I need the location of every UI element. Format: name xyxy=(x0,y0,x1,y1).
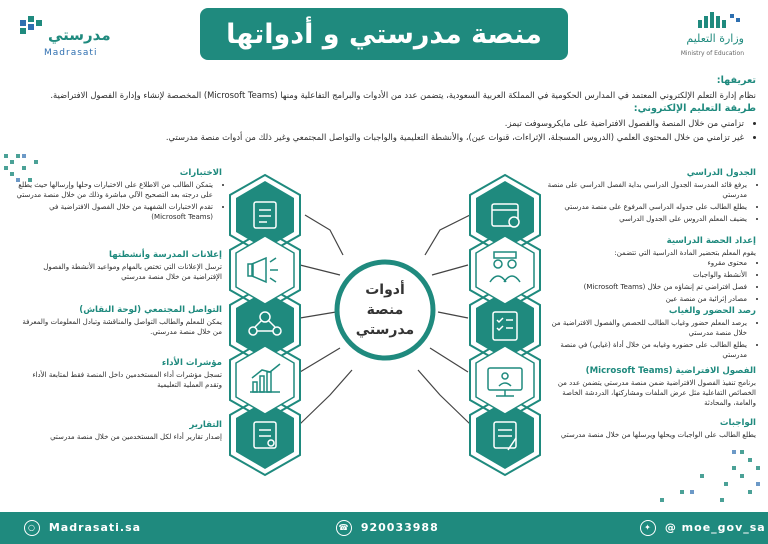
tool-item: • مصادر إثرائية من منصة عين xyxy=(546,294,747,304)
footer xyxy=(0,512,768,544)
definition-heading: تعريفها: xyxy=(716,75,756,86)
tool-title: رصد الحضور والغياب xyxy=(668,306,756,316)
tool-item: • يرفع قائد المدرسة الجدول الدراسي بداية الفصل الدراسي على منصة مدرستي xyxy=(546,180,747,200)
tool-title: الفصول الافتراضية (Microsoft Teams) xyxy=(585,366,756,376)
tool-item: • يتمكن الطالب من الاطلاع على الاختبارات وحلها وإرسالها حيث يطلع على درجته بعد التصحيح الآلي مباشرة وذلك من خلال منصة مدرستي xyxy=(16,180,213,200)
website-text: Madrasati.sa xyxy=(48,521,142,534)
footer-phone[interactable] xyxy=(336,520,439,536)
tool-text: تسجل مؤشرات أداء المستخدمين داخل المنصة فقط لمتابعة الأداء وتقدم العملية التعليمية xyxy=(32,371,222,389)
tool-title: الواجبات xyxy=(719,418,756,428)
tool-text: يقوم المعلم بتحضير المادة الدراسية التي تتضمن: xyxy=(614,249,756,257)
tool-block-exams xyxy=(16,168,222,224)
brand-name: مدرستي xyxy=(48,26,111,44)
tool-block-attendance xyxy=(546,306,756,362)
tool-title: إعلانات المدرسة وأنشطتها xyxy=(109,250,222,260)
tool-title: الجدول الدراسي xyxy=(686,168,756,178)
phone-text: 920033988 xyxy=(360,521,439,534)
tool-block-announcements xyxy=(16,250,222,282)
footer-website[interactable] xyxy=(24,520,141,536)
tool-block-kpis xyxy=(16,358,222,390)
ministry-name-en: Ministry of Education xyxy=(680,50,744,57)
tool-block-schedule xyxy=(546,168,756,226)
definition-text: نظام إدارة التعلم الإلكتروني المعتمد في المدارس الحكومية في المملكة العربية السعودية، يتضمن عدد من الأدوات والبرامج التفاعلية ومنها (Microsoft Teams) المخصصة لإنشاء وإدارة الفصول الافتراضية. xyxy=(50,90,756,100)
tool-title: الاختبارات xyxy=(179,168,222,178)
tool-item: • محتوى مقروء xyxy=(546,258,747,268)
tool-text: يمكن للمعلم والطالب التواصل والمناقشة وتبادل المعلومات والمعرفة من خلال منصة مدرستي. xyxy=(22,318,222,336)
tool-item: • الأنشطة والواجبات xyxy=(546,270,747,280)
tool-block-homework xyxy=(546,418,756,440)
method-item: • غير تزامني من خلال المحتوى العلمي (الدروس المسجلة، الإثراءات، قنوات عين)، والأنشطة التعليمية والواجبات والتواصل المجتمعي وغير ذلك من أدوات منصة مدرستي. xyxy=(14,130,744,144)
tool-block-lesson-prep xyxy=(546,236,756,306)
tool-title: التقارير xyxy=(189,420,222,430)
tool-item: • يطلع الطالب على جدوله الدراسي المرفوع على منصة مدرستي xyxy=(546,202,747,212)
tool-block-community xyxy=(16,305,222,337)
tool-text: إصدار تقارير أداء لكل المستخدمين من خلال منصة مدرستي xyxy=(50,433,222,441)
tool-title: التواصل المجتمعي (لوحة النقاش) xyxy=(79,305,222,315)
tool-title: مؤشرات الأداء xyxy=(161,358,222,368)
globe-icon: ○ xyxy=(24,520,40,536)
brand-latin: Madrasati xyxy=(44,48,98,58)
tool-block-reports xyxy=(16,420,222,442)
tool-text: برنامج تنفيذ الفصول الافتراضية ضمن منصة مدرستي يتضمن عدد من الخصائص التفاعلية مثل عرض الملفات ومشاركتها، الدردشة الخاصة والعامة، والمحادثة xyxy=(557,379,756,407)
center-label: أدوات منصة مدرستي xyxy=(355,282,415,338)
tool-item: • يطلع الطالب على حضوره وغيابه من خلال أداة (غيابي) في منصة مدرستي xyxy=(546,340,747,360)
social-text: @ moe_gov_sa xyxy=(664,521,766,534)
tool-block-virtual-classes xyxy=(546,366,756,408)
tool-item: • يرصد المعلم حضور وغياب الطالب للحصص والفصول الافتراضية من خلال منصة مدرستي xyxy=(546,318,747,338)
tool-item: • يضيف المعلم الدروس على الجدول الدراسي xyxy=(546,214,747,224)
social-icon: ✦ xyxy=(640,520,656,536)
tool-text: يطلع الطالب على الواجبات ويحلها ويرسلها من خلال منصة مدرستي xyxy=(560,431,756,439)
tool-text: ترسل الإعلانات التي تختص بالمهام ومواعيد الأنشطة والفصول الإفتراضية من خلال منصة مدرستي xyxy=(43,263,222,281)
method-item: • تزامني من خلال المنصة والفصول الافتراضية على مايكروسوفت تيمز. xyxy=(14,116,744,130)
ministry-name-ar: وزارة التعليم xyxy=(686,32,744,45)
tool-title: إعداد الحصة الدراسية xyxy=(666,236,756,246)
tool-item: • تقدم الاختبارات الشفهية من خلال الفصول الافتراضية في (Microsoft Teams) xyxy=(16,202,213,222)
tool-item: • فصل افتراضي تم إنشاؤه من خلال (Microsoft Teams) xyxy=(546,282,747,292)
page-title: منصة مدرستي و أدواتها xyxy=(200,8,568,60)
footer-social[interactable] xyxy=(640,520,766,536)
method-heading: طريقة التعليم الإلكتروني: xyxy=(633,103,756,114)
phone-icon: ☎ xyxy=(336,520,352,536)
